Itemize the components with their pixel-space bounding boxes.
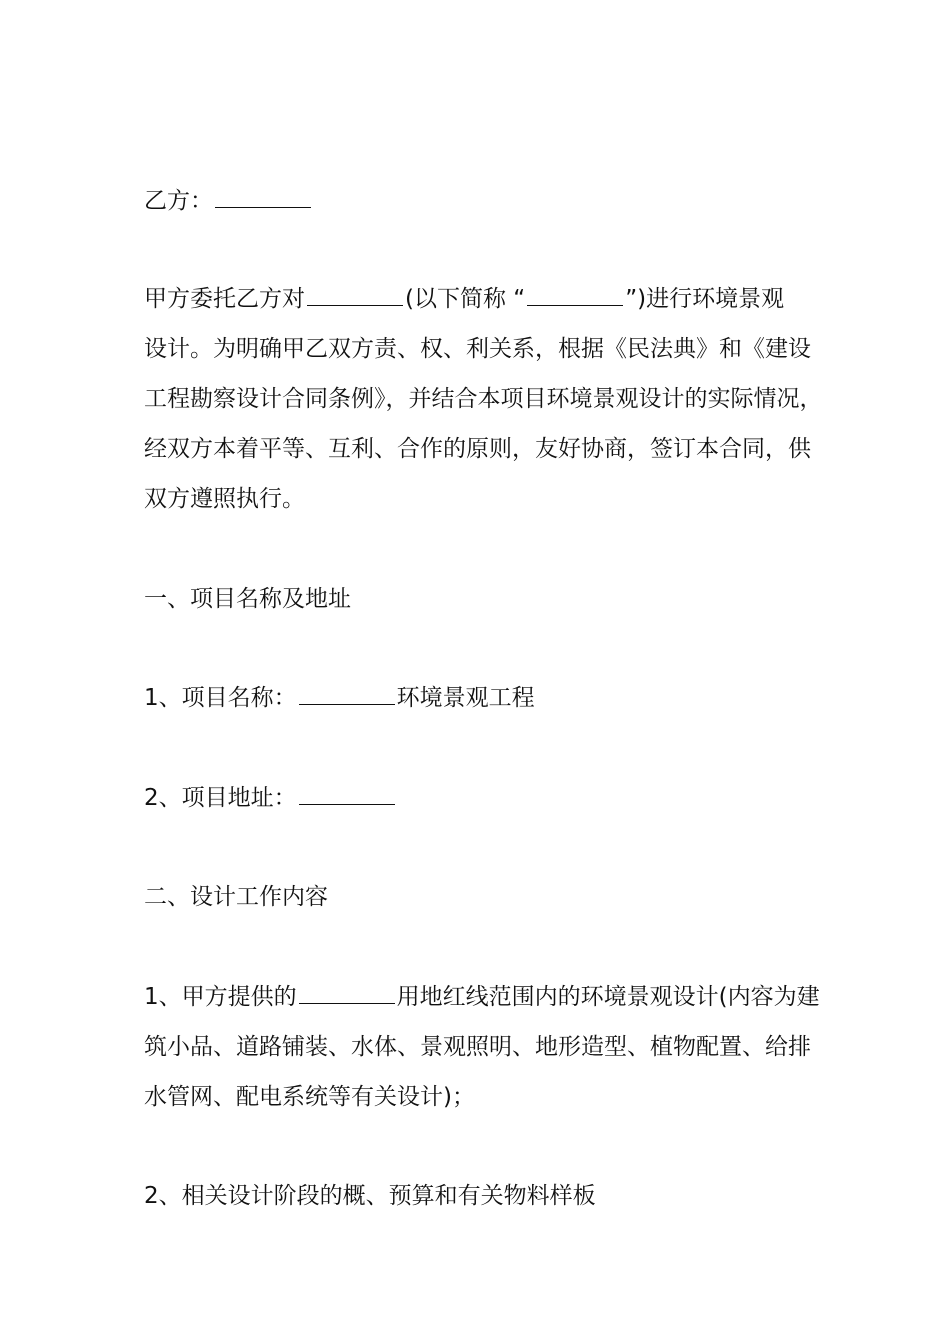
project-name-line [144, 673, 535, 723]
section-2-heading: 二、设计工作内容 [144, 884, 328, 910]
party-b-blank [215, 189, 311, 208]
party-b-line [144, 176, 313, 226]
intro-line-4: 经双方本着平等、互利、合作的原则，友好协商，签订本合同，供 [144, 436, 811, 462]
intro-text: (以下简称 “ [405, 286, 526, 312]
intro-line-2: 设计。为明确甲乙双方责、权、利关系，根据《民法典》和《建设 [144, 336, 811, 362]
intro-line-1 [144, 274, 784, 324]
intro-line-5: 双方遵照执行。 [144, 486, 305, 512]
intro-line-3: 工程勘察设计合同条例》，并结合本项目环境景观设计的实际情况， [144, 386, 823, 412]
design-scope-text: 1、甲方提供的 [144, 984, 297, 1010]
project-name-label: 1、项目名称： [144, 685, 297, 711]
design-scope-line-2: 筑小品、道路铺装、水体、景观照明、地形造型、植物配置、给排 [144, 1034, 811, 1060]
design-scope-blank [299, 985, 395, 1004]
design-scope-line-3: 水管网、配电系统等有关设计)； [144, 1084, 475, 1110]
project-blank [307, 287, 403, 306]
project-address-line [144, 773, 397, 823]
budget-line: 2、相关设计阶段的概、预算和有关物料样板 [144, 1183, 596, 1209]
project-address-blank [299, 786, 395, 805]
project-address-label: 2、项目地址： [144, 785, 297, 811]
section-1-heading: 一、项目名称及地址 [144, 586, 351, 612]
intro-text: ”)进行环境景观 [625, 286, 785, 312]
design-scope-line-1 [144, 972, 820, 1022]
project-name-blank [299, 686, 395, 705]
party-b-label: 乙方： [144, 188, 213, 214]
intro-text: 甲方委托乙方对 [144, 286, 305, 312]
design-scope-text: 用地红线范围内的环境景观设计(内容为建 [396, 984, 820, 1010]
short-name-blank [527, 287, 623, 306]
project-name-suffix: 环境景观工程 [396, 685, 535, 711]
